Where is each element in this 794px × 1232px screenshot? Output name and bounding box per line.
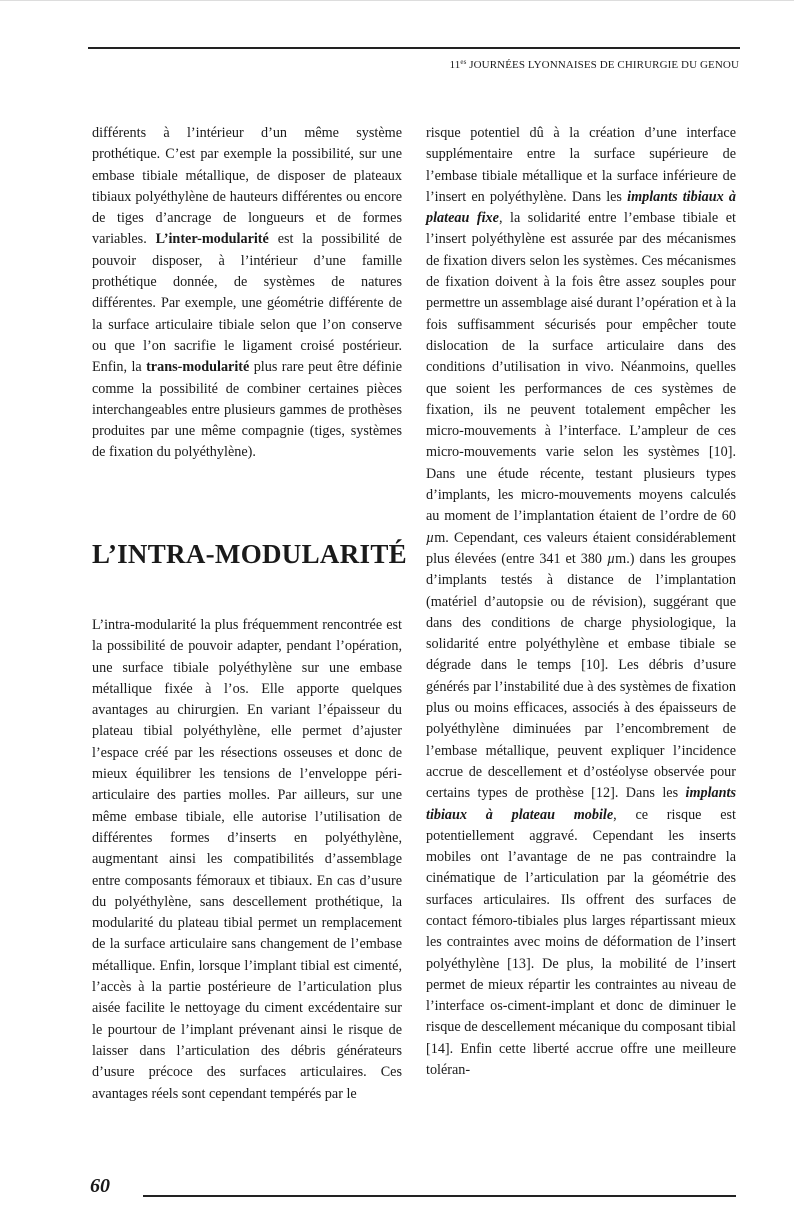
emphasis-run: µ	[606, 550, 616, 567]
right-paragraph	[426, 123, 736, 1081]
text-run: , ce risque est potentiellement aggravé. Cependant les inserts mobiles ont l’avantage de ne pas contraindre la cinématique de l’articulation par la géométrie des surfaces articulaires. Ils offrent des surfaces de contact fémoro-tibiales plus larges répartissant mieux les contraintes avec moins de déformation de l’insert polyéthylène [13]. De plus, la mobilité de l’insert permet de mieux répartir les contraintes au niveau de l’interface os-ciment-implant et donc de diminuer le risque de descellement mécanique du composant tibial [14]. Enfin cette liberté accrue offre une meilleure toléran-	[426, 806, 736, 1079]
header-rule	[88, 47, 740, 49]
emphasis-run: implants tibiaux à plateau fixe	[426, 188, 736, 227]
section-heading: L’INTRA-MODULARITÉ	[92, 539, 407, 569]
text-run: plus rare peut être définie comme la possibilité de combiner certaines pièces interchangeables entre plusieurs gammes de prothèses produites par une même compagnie (tiges, systèmes de fixation du polyéthylène).	[92, 359, 402, 461]
header-title: JOURNÉES LYONNAISES DE CHIRURGIE DU GENOU	[469, 59, 739, 71]
text-run: différents à l’intérieur d’un même système prothétique. C’est par exemple la possibilité, sur une embase tibiale métallique, de disposer de plateaux tibiaux polyéthylène de hauteurs différentes ou encore de tiges d’ancrage de longueurs et de formes variables.	[92, 125, 402, 248]
left-column-body	[92, 615, 402, 1105]
running-header	[450, 58, 739, 71]
right-column	[426, 123, 736, 1081]
text-run: L’intra-modularité la plus fréquemment rencontrée est la possibilité de pouvoir adapter, pendant l’opération, une surface tibiale polyéthylène sur une embase métallique fixée à l’os. Elle apporte quelques avantages au chirurgien. En variant l’épaisseur du plateau tibial polyéthylène, elle permet d’ajuster l’espace créé par les résections osseuses et donc de mieux équilibrer les tensions de l’enveloppe péri-articulaire des parties molles. Par ailleurs, sur une même embase tibiale, elle autorise l’utilisation de différentes formes d’inserts en polyéthylène, augmentant ainsi les compatibilités d’assemblage entre composants fémoraux et tibiaux. En cas d’usure du polyéthylène, sans descellement prothétique, la modularité du plateau tibial permet un remplacement de la surface articulaire sans changement de l’embase métallique. Enfin, lorsque l’implant tibial est cimenté, l’accès à la partie postérieure de l’articulation plus aisée facilite le nettoyage du ciment excédentaire sur le pourtour de l’implant prévenant ainsi le risque de laisser dans l’articulation des débris générateurs d’usure précoce des surfaces articulaires. Ces avantages réels sont cependant tempérés par le	[92, 617, 402, 1102]
header-ordinal: 11	[449, 59, 461, 71]
emphasis-run: L’inter-modularité	[155, 231, 269, 248]
footer-rule	[143, 1195, 736, 1197]
text-run: m. Cependant, ces valeurs étaient considérablement plus élevées (entre 341 et 380	[426, 529, 736, 567]
emphasis-run: µ	[426, 529, 435, 546]
text-run: risque potentiel dû à la création d’une interface supplémentaire entre la surface supérieure de l’embase tibiale métallique et la surface inférieure de l’insert en polyéthylène. Dans les	[426, 125, 736, 205]
page-number: 60	[90, 1175, 110, 1197]
left-column-intro	[92, 123, 402, 464]
emphasis-run: implants tibiaux à plateau mobile	[426, 785, 736, 823]
header-ordinal-suffix: es	[460, 58, 467, 66]
text-run: , la solidarité entre l’embase tibiale et l’insert polyéthylène est assurée par des mécanismes de fixation divers selon les systèmes. Ces mécanismes de fixation doivent à la fois être assez souples pour permettre un assemblage aisé durant l’opération et à la fois suffisamment sécurisés pour empêcher toute dislocation de la surface articulaire dans des conditions d’utilisation in vivo. Néanmoins, quelles que soient les performances de ces systèmes de fixation, ils ne peuvent totalement empêcher les micro-mouvements à l’interface. L’ampleur de ces micro-mouvements varie selon les systèmes [10]. Dans une étude récente, testant plusieurs types d’implants, les micro-mouvements moyens calculés au moment de l’implantation étaient de l’ordre de 60	[426, 210, 736, 525]
text-run: est la possibilité de pouvoir disposer, à l’intérieur d’une famille prothétique donnée, de systèmes de natures différentes. Par exemple, une géométrie différente de la surface articulaire tibiale selon que l’on conserve ou que l’on sacrifie le ligament croisé postérieur. Enfin, la	[92, 231, 402, 376]
emphasis-run: trans-modularité	[146, 359, 250, 376]
text-run: m.) dans les groupes d’implants testés à distance de l’implantation (matériel d’autopsie ou de révision), suggérant que dans des conditions de charge physiologique, la solidarité entre polyéthylène et embase tibiale se dégrade dans le temps [10]. Les débris d’usure générés par l’instabilité due à des systèmes de fixation plus ou moins efficaces, associés à des épaisseurs de polyéthylène diminuées par l’encombrement de l’embase métallique, peuvent expliquer l’incidence accrue de descellement et d’ostéolyse observée pour certains types de prothèse [12]. Dans les	[426, 550, 736, 802]
body-paragraph	[92, 615, 402, 1105]
scan-edge-line	[0, 0, 794, 1]
intro-paragraph	[92, 123, 402, 464]
